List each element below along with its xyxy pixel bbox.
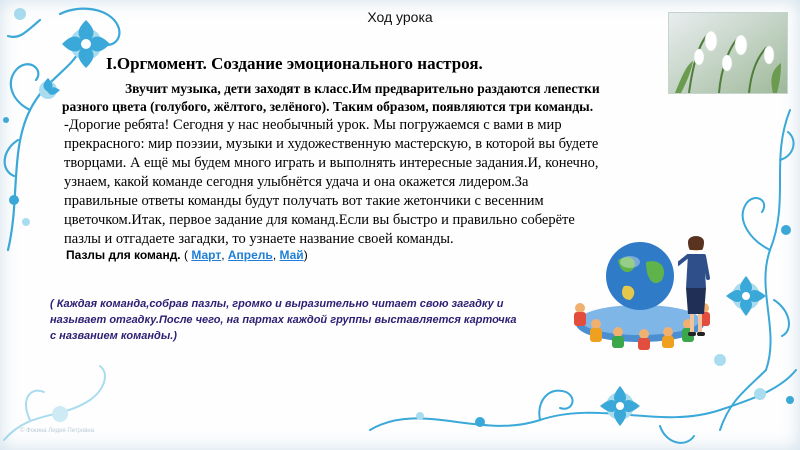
body-line: прекрасного: мир поэзии, музыки и художественную мастерскую, в которой вы будете [64,136,599,152]
body-line: правильные ответы команды будут получать вот такие жетончики с весенним [64,193,544,209]
puzzles-label: Пазлы для команд. [66,248,181,262]
bottom-floral-ornament [360,360,800,450]
body-paragraph [64,116,704,249]
slide-title: Ход урока [367,9,433,25]
body-line: цветочком.Итак, первое задание для команд.Если вы быстро и правильно соберёте [64,212,575,228]
team-link-march[interactable]: Март [191,248,222,262]
team-link-april[interactable]: Апрель [227,248,273,262]
note-line: ( Каждая команда,собрав пазлы, громко и выразительно читает свою загадку и [50,298,504,310]
footer-credit: © Фокина Лидия Петровна [20,428,95,434]
team-link-may[interactable]: Май [279,248,304,262]
open-paren: ( [184,248,188,262]
body-line: -Дорогие ребята! Сегодня у нас необычный урок. Мы погружаемся с вами в мир [64,117,562,133]
puzzles-line: Пазлы для команд. ( Март, Апрель, Май) [66,248,308,262]
woman-presenter-illustration [678,234,712,338]
lead-line: разного цвета (голубого, жёлтого, зелёного). Таким образом, появляются три команды. [62,99,594,114]
section-heading: I.Оргмомент. Создание эмоционального настроя. [106,54,483,73]
teacher-note [50,296,590,344]
close-paren: ) [303,248,308,262]
lead-line: Звучит музыка, дети заходят в класс.Им предварительно раздаются лепестки [125,81,600,96]
body-line: узнаем, какой команде сегодня улыбнётся удача и она окажется лидером.За [64,174,529,190]
lead-paragraph [62,80,702,116]
body-line: пазлы и отгадаете загадки, то узнаете название своей команды. [64,231,454,247]
body-line: творцами. А ещё мы будем много играть и выполнять интересные задания.И, конечно, [64,155,599,171]
note-line: называет отгадку.После чего, на партах каждой группы выставляется карточка [50,314,517,326]
note-line: с названием команды.) [50,330,177,342]
